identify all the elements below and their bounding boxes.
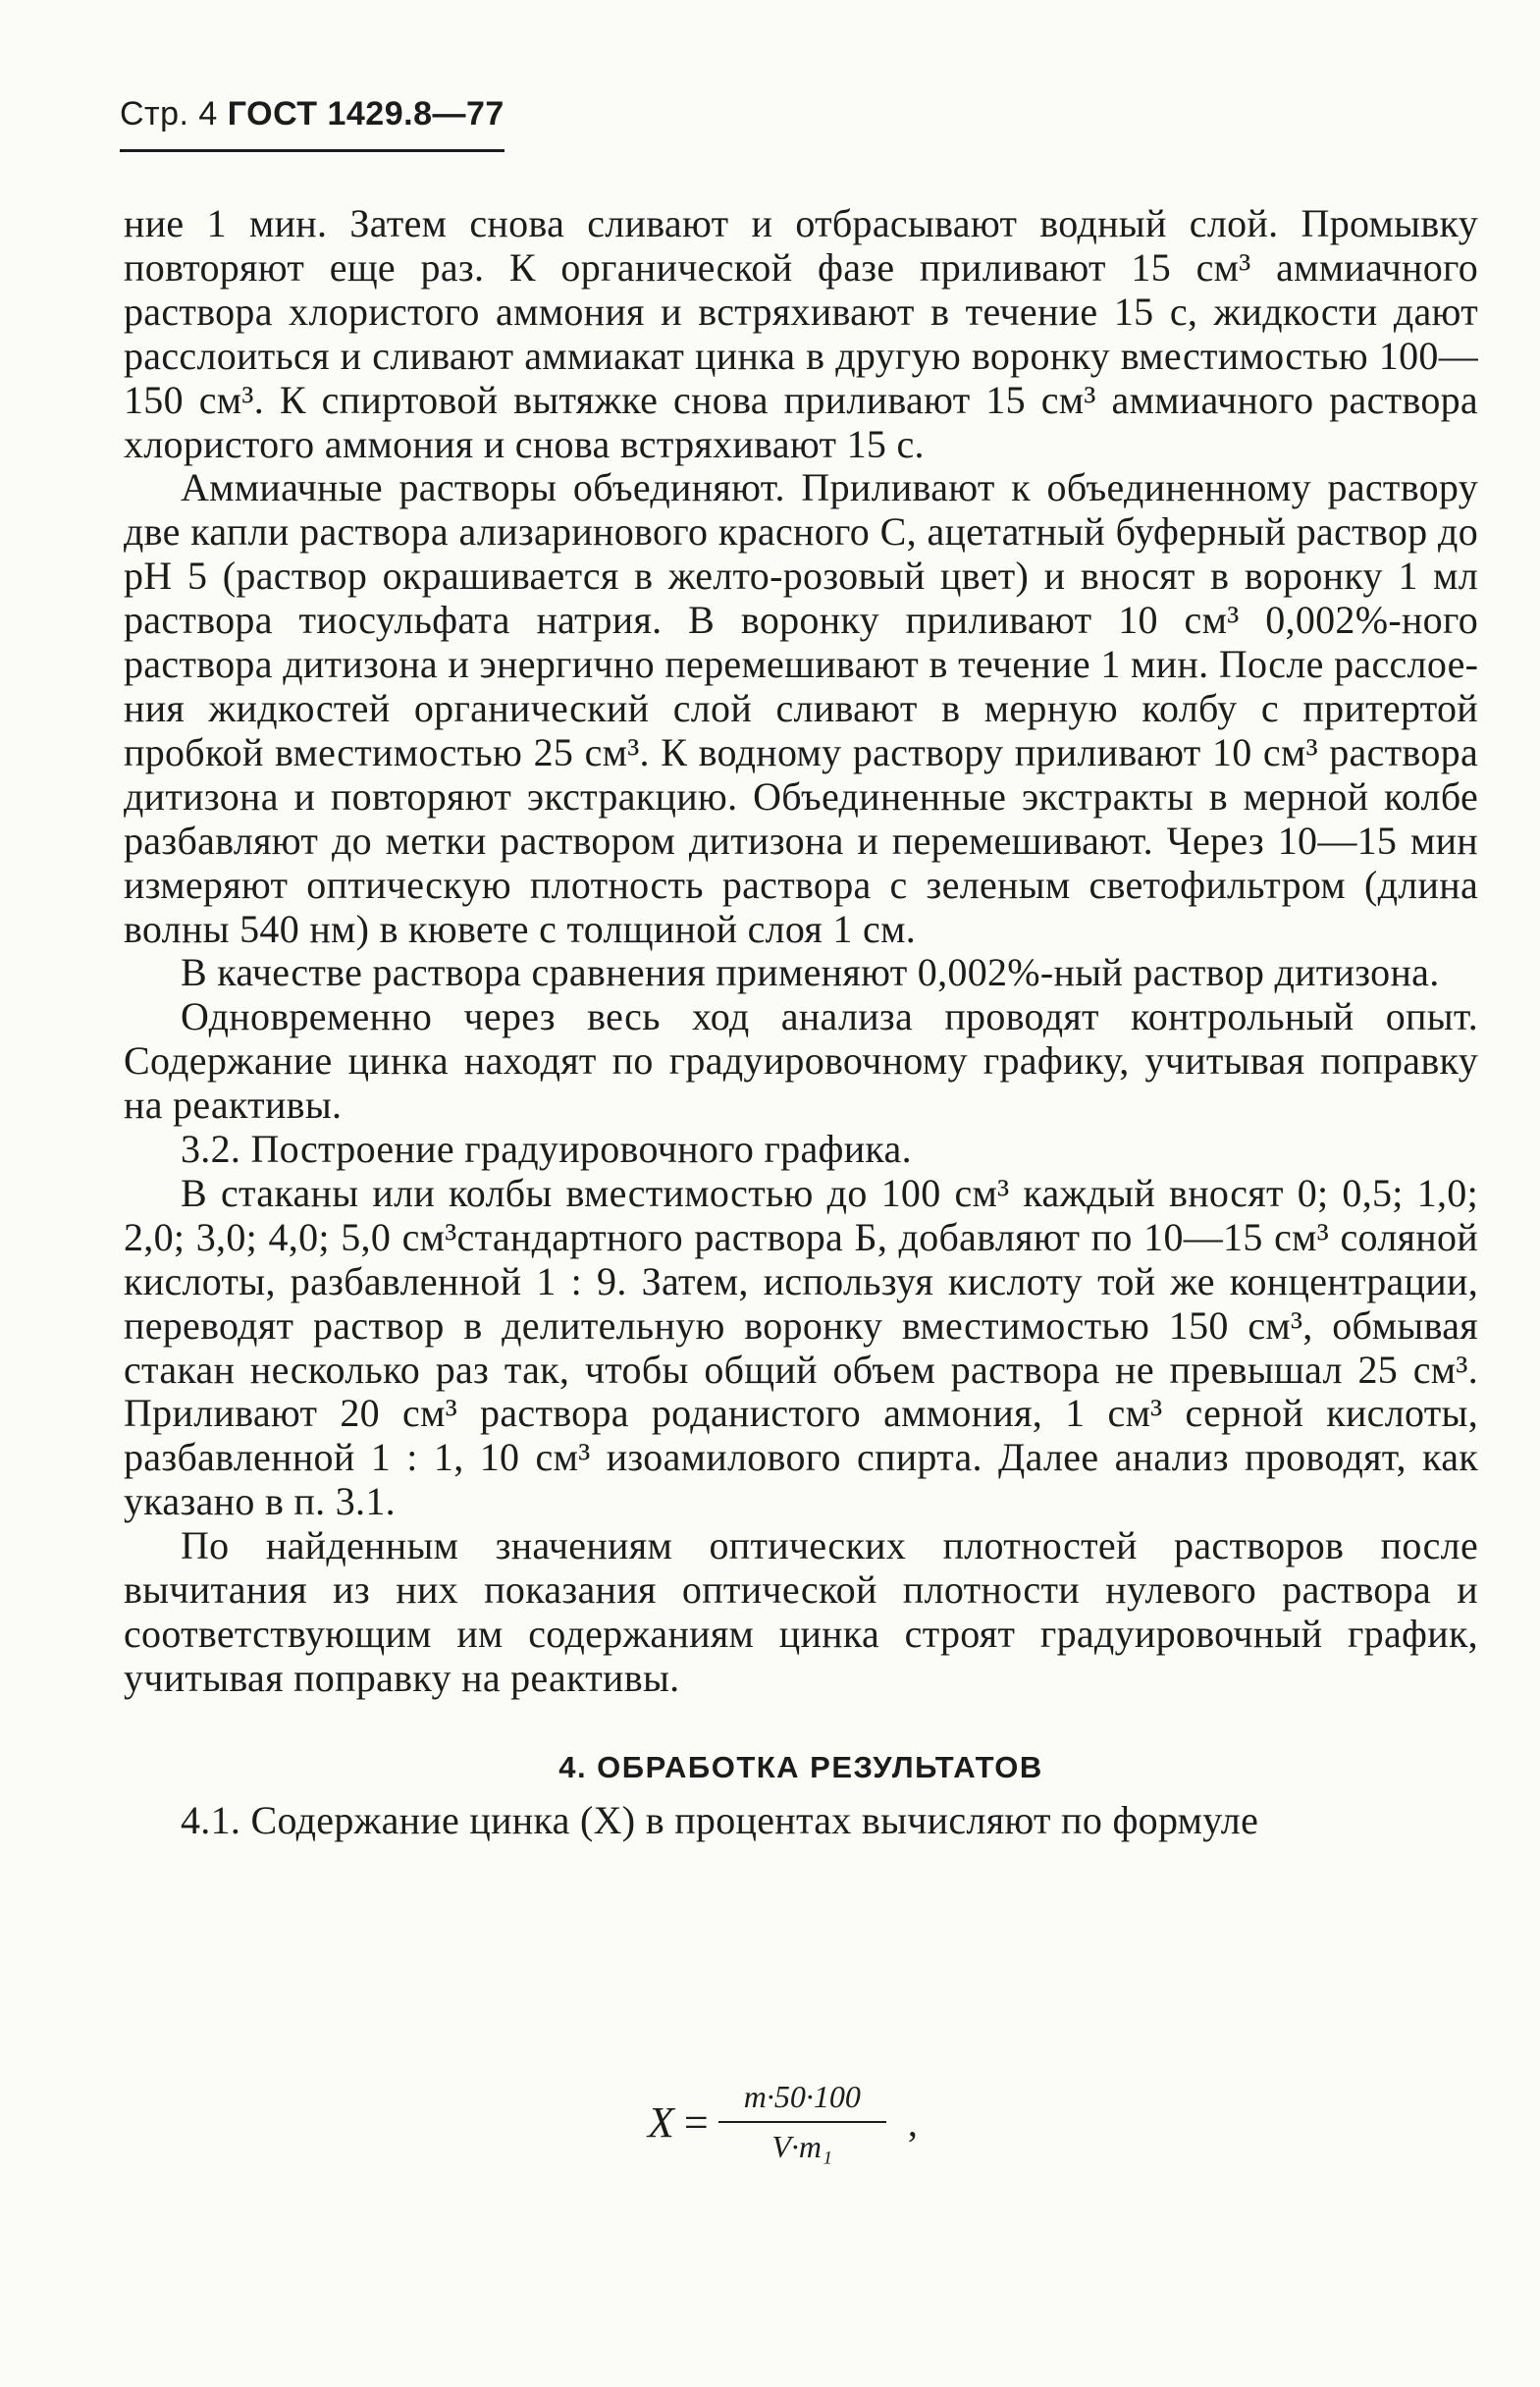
- paragraph-calibration-procedure: В стаканы или колбы вместимостью до 100 см³ каждый вносят 0; 0,5; 1,0; 2,0; 3,0; 4,0; 5,0 см³стандартного раствора Б, добавляют по 10—15 см³ соляной кислоты, разбавленной 1 : 9. Затем, используя кислоту той же концентрации, переводят раствор в делительную воронку вместимостью 150 см³, обмывая стакан несколько раз так, чтобы общий объем раствора не превышал 25 см³. Приливают 20 см³ раствора роданистого аммония, 1 см³ серной кислоты, разбавленной 1 : 1, 10 см³ изоамилового спирта. Далее анализ проводят, как указано в п. 3.1.: [124, 1170, 1478, 1524]
- formula-trailing-comma: ,: [907, 2099, 918, 2145]
- formula-fraction: [718, 2079, 886, 2165]
- fraction-bar: [718, 2121, 886, 2123]
- subsection-3-2-title: 3.2. Построение градуировочного графика.: [181, 1127, 912, 1172]
- zinc-formula: [648, 2079, 918, 2165]
- section-4-heading: 4. ОБРАБОТКА РЕЗУЛЬТАТОВ: [558, 1749, 1043, 1784]
- formula-equals: =: [683, 2097, 709, 2147]
- formula-lhs: X: [648, 2097, 674, 2147]
- body-text: [124, 202, 1478, 1843]
- paragraph-ammonia-solutions: Аммиачные растворы объединяют. Приливают к объединенному раствору две капли раствора ализаринового красного С, ацетатный буферный раствор до pH 5 (раствор окрашивается в желто-розовый цвет) и вносят в воронку 1 мл раствора тиосульфата натрия. В воронку приливают 10 см³ 0,002%-ного раствора дитизона и энергично перемешивают в течение 1 мин. После расслоения жидкостей органический слой сливают в мерную колбу с притертой пробкой вместимостью 25 см³. К водному раствору приливают 10 см³ раствора дитизона и повторяют экстракцию. Объединенные экстракты в мерной колбе разбавляют до метки раствором дитизона и перемешивают. Через 10—15 мин измеряют оптическую плотность раствора с зеленым светофильтром (длина волны 540 нм) в кювете с толщиной слоя 1 см.: [124, 465, 1478, 951]
- document-code: ГОСТ 1429.8—77: [227, 95, 504, 133]
- paragraph-4-1: 4.1. Содержание цинка (X) в процентах вычисляют по формуле: [181, 1797, 1259, 1842]
- page-label: Стр. 4: [120, 95, 218, 133]
- formula-denominator: V·m₁: [771, 2129, 833, 2164]
- paragraph-control-test: Одновременно через весь ход анализа проводят контрольный опыт. Содержание цинка находят по градуировочному графику, учитывая поправку на реактивы.: [124, 994, 1478, 1128]
- formula-numerator: m·50·100: [743, 2079, 861, 2114]
- paragraph-continuation: ние 1 мин. Затем снова сливают и отбрасывают водный слой. Промывку повторяют еще раз. К органической фазе приливают 15 см³ аммиачного раствора хлористого аммония и встряхивают в течение 15 с, жидкости дают расслоиться и сливают аммиакат цинка в другую воронку вместимостью 100—150 см³. К спиртовой вытяжке снова приливают 15 см³ аммиачного раствора хлористого аммония и снова встряхивают 15 с.: [124, 201, 1478, 466]
- paragraph-calibration-graph: По найденным значениям оптических плотностей растворов после вычитания из них показания оптической плотности нулевого раствора и соответствующим им содержаниям цинка строят градуировочный график, учитывая поправку на реактивы.: [124, 1523, 1478, 1700]
- running-header: [120, 94, 504, 152]
- paragraph-reference-solution: В качестве раствора сравнения применяют 0,002%-ный раствор дитизона.: [181, 950, 1440, 995]
